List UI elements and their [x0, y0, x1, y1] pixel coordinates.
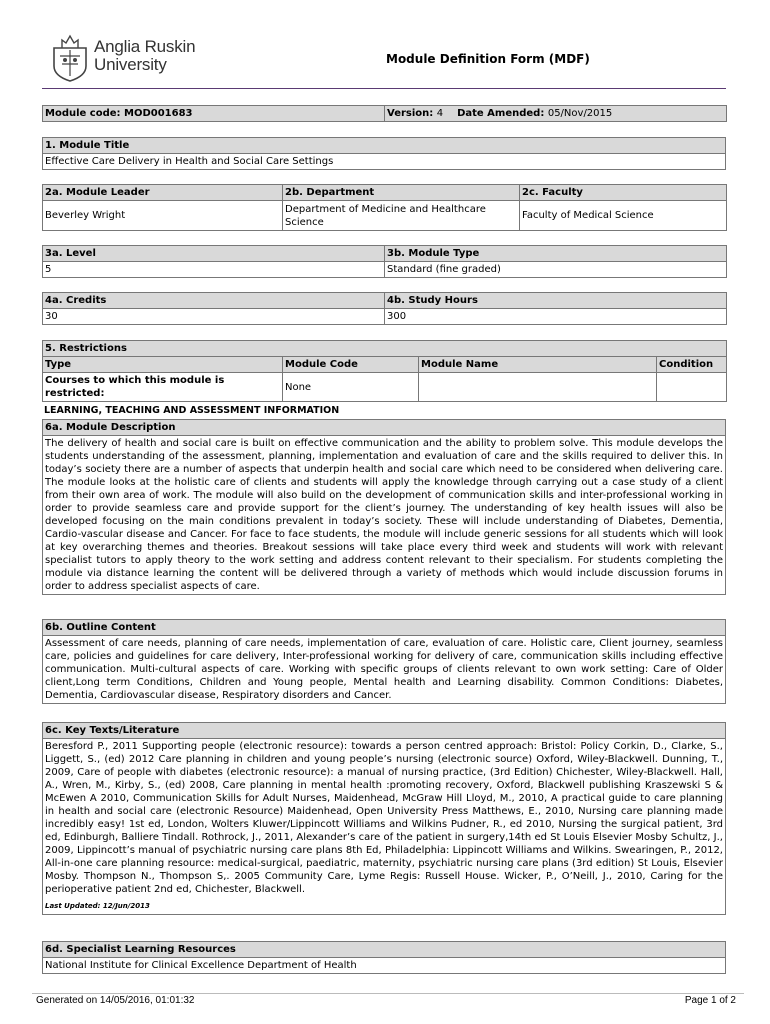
outline-text: Assessment of care needs, planning of care needs, implementation of care, evaluation of care. Holistic care, Client journey, seamless care, policies and guidelines for care delivery, Inter-professional working for delivery of care, communication skills including effective communication. Multi-cultural aspects of care. Working with specific groups of clients relevant to own work setting: Care of Older client,Long term Conditions, Children and Young people, Mental health and Learning disability. Common Conditions: Diabetes, Dementia, Cardiovascular disease, Respiratory disorders and Cancer.: [43, 636, 726, 704]
department-value: Department of Medicine and Healthcare Science: [283, 201, 520, 231]
description-text: The delivery of health and social care is built on effective communication and the ability to problem solve. This module develops the students understanding of the assessment, planning, implementation and evaluation of care and the skills required to deliver this. In today’s society there are a number of aspects that underpin health and social care which need to be considered when delivering care. The module looks at the holistic care of clients and students will apply the knowledge through carrying out a case study of a client from their own area of work. The module will also build on the development of communication skills and inter-professional working in order to provide seamless care and provide support for the client’s journey. The understanding of key health issues will also be developed focusing on the main conditions prevalent in today’s society. These will include understanding of Diabetes, Dementia, Cardio-vascular disease and Cancer. For face to face students, the module will include generic sessions for all students which will look at key overarching themes and theories. Breakout sessions will take place every third week and students will work with relevant specialist tutors to apply theory to the work setting and address content relevant to their specialism. For students completing the module via distance learning the content will be delivered through a variety of methods which would include discussion forums in order to address specialist aspects of care.: [43, 436, 726, 595]
version-value: 4: [436, 108, 444, 119]
logo-line-2: University: [94, 55, 167, 74]
study-hours-value: 300: [385, 309, 727, 325]
level-value: 5: [43, 262, 385, 278]
resources-table: [42, 941, 726, 974]
resources-value: National Institute for Clinical Excellence Department of Health: [43, 958, 726, 974]
generated-timestamp: Generated on 14/05/2016, 01:01:32: [36, 995, 195, 1006]
outline-heading: 6b. Outline Content: [43, 620, 726, 636]
outline-table: [42, 619, 726, 704]
key-texts-cell: [43, 739, 726, 915]
form-title: Module Definition Form (MDF): [386, 52, 590, 66]
department-heading: 2b. Department: [283, 185, 520, 201]
level-table: [42, 245, 727, 278]
module-code-table: [42, 105, 727, 122]
module-code-label: Module code:: [45, 108, 121, 119]
key-texts-text: Beresford P., 2011 Supporting people (electronic resource): towards a person centred approach: Bristol: Policy Corkin, D., Clarke, S., Liggett, S., (ed) 2012 Care planning in children and young people’s nursing (electronic source) Oxford, Wiley-Blackwell. Dunning, T., 2009, Care of people with diabetes (electronic resource): a manual of nursing practice, (3rd Edition) Chichester, Wiley-Blackwell. Hall, A., Wren, M., Kirby, S., (ed) 2008, Care planning in mental health :promoting recovery, Oxford, Blackwell publishing Kraszewski S & McEwen A 2010, Communication Skills for Adult Nurses, Maidenhead, McGraw Hill Lloyd, M., 2010, A practical guide to care planning in health and social care (electronic Resource) Maidenhead, Open University Press Matthews, E., 2010, Nursing care planning made incredibly easy! 1st ed, London, Wolters Kluwer/Lippincott Williams and Wilkins Pudner, R., ed 2010, Nursing the surgical patient, 3rd ed, Edinburgh, Balliere Tindall. Rothrock, J., 2011, Alexander’s care of the patient in surgery,14th ed St Louis Elsevier Mosby Schultz, J., 2009, Lippincott’s manual of psychiatric nursing care plans 8th Ed, Philadelphia: Lippincott Williams and Wilkins. Swearingen, P., 2012, All-in-one care planning resource: medical-surgical, paediatric, maternity, psychiatric nursing care plans (3rd edition) St Louis, Elsevier Mosby. Thompson N., Thompson S,. 2005 Community Care, Lyme Regis: Russell House. Wicker, P., O’Neill, J., 2010, Caring for the perioperative patient 2nd ed, Chichester, Blackwell.: [45, 741, 723, 895]
credits-table: [42, 292, 727, 325]
version-label: Version:: [387, 108, 434, 119]
module-title-heading: 1. Module Title: [43, 138, 726, 154]
module-title-table: [42, 137, 726, 170]
last-updated: Last Updated: 12/Jun/2013: [45, 902, 150, 910]
crest-icon: [50, 34, 90, 82]
university-logo: [50, 34, 210, 84]
restrictions-heading: 5. Restrictions: [43, 341, 727, 357]
col-module-name: Module Name: [419, 357, 657, 373]
module-code-cell: [43, 106, 385, 122]
header-rule: [42, 88, 726, 89]
col-module-code: Module Code: [283, 357, 419, 373]
description-table: [42, 419, 726, 595]
module-title-value: Effective Care Delivery in Health and Social Care Settings: [43, 154, 726, 170]
restrictions-table: [42, 340, 727, 402]
module-code: MOD001683: [124, 108, 193, 119]
module-leader-heading: 2a. Module Leader: [43, 185, 283, 201]
version-cell: [385, 106, 727, 122]
footer-rule: [32, 993, 744, 994]
faculty-value: Faculty of Medical Science: [520, 201, 727, 231]
level-heading: 3a. Level: [43, 246, 385, 262]
faculty-heading: 2c. Faculty: [520, 185, 727, 201]
leader-table: [42, 184, 727, 231]
col-type: Type: [43, 357, 283, 373]
date-amended-value: 05/Nov/2015: [547, 108, 613, 119]
restricted-courses-label: Courses to which this module is restricted:: [43, 373, 283, 402]
restricted-condition: [657, 373, 727, 402]
logo-line-1: Anglia Ruskin: [94, 37, 196, 56]
resources-heading: 6d. Specialist Learning Resources: [43, 942, 726, 958]
lta-heading: LEARNING, TEACHING AND ASSESSMENT INFORMATION: [44, 405, 340, 416]
module-type-heading: 3b. Module Type: [385, 246, 727, 262]
restricted-module-name: [419, 373, 657, 402]
credits-heading: 4a. Credits: [43, 293, 385, 309]
page-number: Page 1 of 2: [684, 995, 736, 1006]
logo-wordmark: [94, 38, 195, 74]
credits-value: 30: [43, 309, 385, 325]
description-heading: 6a. Module Description: [43, 420, 726, 436]
col-condition: Condition: [657, 357, 727, 373]
key-texts-table: [42, 722, 726, 915]
study-hours-heading: 4b. Study Hours: [385, 293, 727, 309]
restricted-module-code: None: [283, 373, 419, 402]
key-texts-heading: 6c. Key Texts/Literature: [43, 723, 726, 739]
module-type-value: Standard (fine graded): [385, 262, 727, 278]
date-amended-label: Date Amended:: [457, 108, 545, 119]
module-leader-value: Beverley Wright: [43, 201, 283, 231]
